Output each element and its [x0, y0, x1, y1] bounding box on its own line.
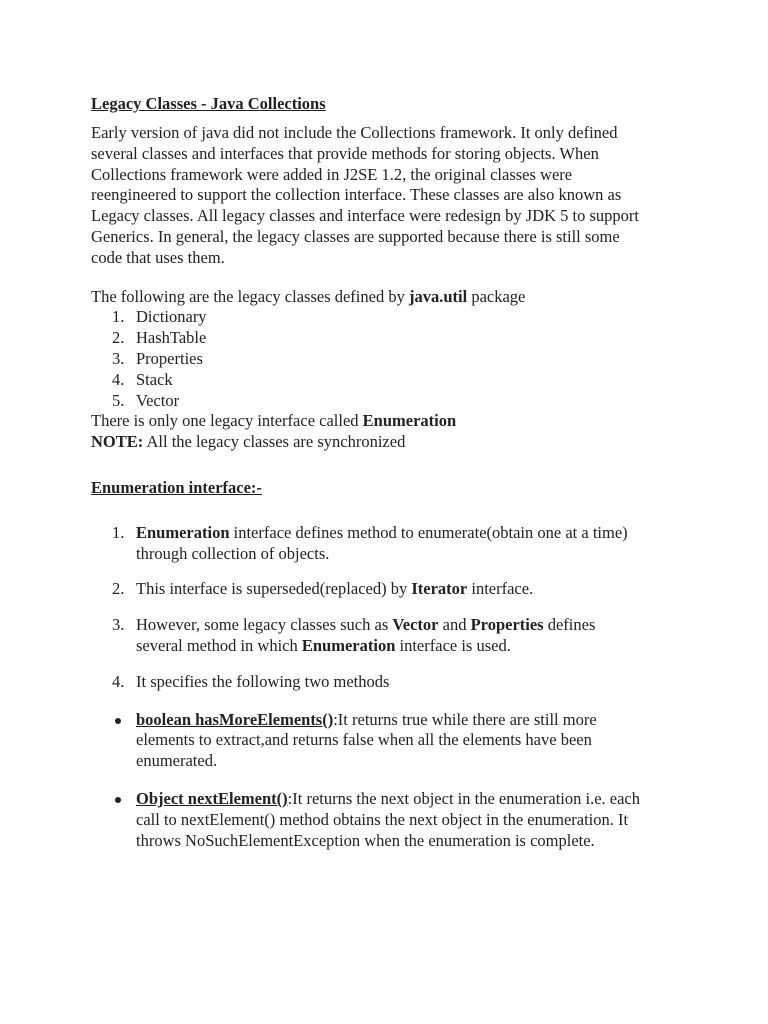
list-number: 1. [112, 307, 125, 327]
list-item [91, 615, 691, 657]
list-number: 2. [112, 328, 125, 348]
bold-term: Iterator [411, 579, 468, 599]
legacy-interface-sentence [91, 411, 691, 432]
list-number: 3. [112, 348, 125, 368]
list-item [91, 710, 691, 772]
list-item [91, 391, 691, 412]
method-line [136, 710, 691, 731]
intro-line: reengineered to support the collection interface. These classes are also known as [91, 185, 622, 205]
intro-line: code that uses them. [91, 247, 225, 267]
point-text: and [438, 615, 471, 635]
list-item [91, 349, 691, 370]
point-text: interface. [467, 579, 534, 599]
intro-line: Collections framework were added in J2SE 1.2, the original classes were [91, 164, 573, 184]
bold-term: Enumeration [136, 522, 230, 542]
method-text: :It returns the next object in the enumeration i.e. each [287, 788, 640, 808]
legacy-lead-sentence [91, 287, 691, 308]
method-line: elements to extract,and returns false when all the elements have been [136, 730, 592, 750]
method-line: enumerated. [136, 751, 218, 771]
list-item [91, 789, 691, 851]
list-number: 3. [112, 615, 125, 635]
bullet-icon [115, 718, 121, 724]
point-line [136, 615, 691, 636]
point-text: interface is used. [395, 635, 511, 655]
method-line [136, 789, 691, 810]
list-item [91, 328, 691, 349]
point-text: However, some legacy classes such as [136, 615, 393, 635]
bold-term: Enumeration [301, 635, 396, 655]
list-item [91, 672, 691, 693]
note-label: NOTE: [91, 432, 144, 452]
legacy-class-name: Properties [136, 348, 203, 368]
legacy-class-name: Stack [136, 369, 173, 389]
method-name: Object nextElement() [136, 788, 288, 808]
page-title: Legacy Classes - Java Collections [91, 94, 326, 113]
interface-name: Enumeration [362, 411, 457, 431]
point-line [136, 579, 691, 600]
package-name: java.util [408, 286, 468, 306]
list-number: 4. [112, 671, 125, 691]
legacy-class-name: Vector [136, 390, 180, 410]
intro-line: Legacy classes. All legacy classes and interface were redesign by JDK 5 to support [91, 206, 639, 226]
bullet-icon [115, 797, 121, 803]
list-number: 4. [112, 369, 125, 389]
point-line [136, 523, 691, 544]
legacy-class-name: Dictionary [136, 307, 207, 327]
intro-line: several classes and interfaces that provide methods for storing objects. When [91, 143, 599, 163]
method-line: throws NoSuchElementException when the enumeration is complete. [136, 830, 595, 850]
legacy-class-list [91, 307, 691, 411]
document-page [91, 92, 691, 868]
intro-line: Generics. In general, the legacy classes are supported because there is still some [91, 226, 620, 246]
bold-term: Properties [470, 615, 544, 635]
section-heading: Enumeration interface:- [91, 477, 262, 497]
point-text: several method in which [136, 635, 302, 655]
list-number: 2. [112, 579, 125, 599]
list-number: 5. [112, 390, 125, 410]
point-text: interface defines method to enumerate(obtain one at a time) [229, 522, 628, 542]
intro-line: Early version of java did not include the Collections framework. It only defined [91, 123, 618, 142]
note-text: All the legacy classes are synchronized [143, 432, 406, 452]
method-name: boolean hasMoreElements() [136, 709, 334, 729]
method-list [91, 710, 691, 852]
method-line: call to nextElement() method obtains the next object in the enumeration. It [136, 809, 629, 829]
enumeration-point-list [91, 523, 691, 693]
legacy-lead-text: The following are the legacy classes defined by [91, 286, 409, 306]
bold-term: Vector [392, 615, 439, 635]
note-sentence [91, 432, 691, 453]
interface-text: There is only one legacy interface called [91, 411, 363, 431]
list-item [91, 523, 691, 565]
package-suffix: package [467, 286, 526, 306]
point-line [136, 636, 691, 657]
list-item [91, 579, 691, 600]
list-item [91, 307, 691, 328]
list-number: 1. [112, 522, 125, 542]
point-line: It specifies the following two methods [136, 671, 390, 691]
list-item [91, 370, 691, 391]
point-text: defines [543, 615, 596, 635]
point-text: This interface is superseded(replaced) by [136, 579, 412, 599]
method-text: :It returns true while there are still more [333, 709, 597, 729]
legacy-class-name: HashTable [136, 328, 207, 348]
intro-paragraph [91, 123, 691, 269]
point-line: through collection of objects. [136, 543, 330, 563]
